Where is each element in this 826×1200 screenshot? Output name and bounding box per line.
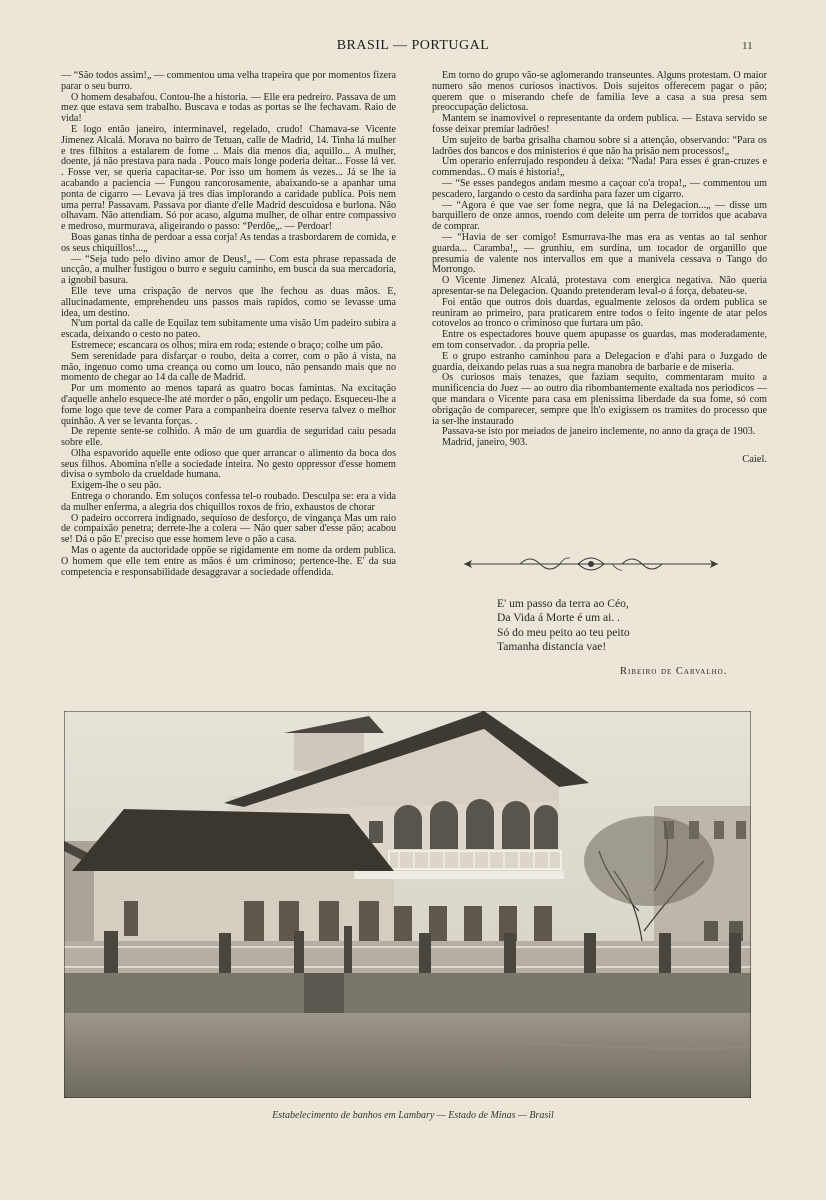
dateline: Madrid, janeiro, 903.	[442, 437, 528, 449]
paragraph: Um operario enferrujado respondeu á deixa: “Nada! Para esses é gran-cruzes e commendas.. O mais é historia!„	[432, 156, 767, 179]
paragraph: Em torno do grupo vão-se aglomerando transeuntes. Alguns protestam. O maior numero são menos curiosos inactivos. Dois sujeitos offerecem pagar o pão; querem que o miserando chefe de familia leve a casa a sua presa sem preoccupação delictosa.	[432, 70, 767, 114]
paragraph: Elle teve uma crispação de nervos que lhe fechou as duas mãos. E, allucinadamente, emprehendeu uns passos mais rapidos, como se levasse uma idea, um destino.	[61, 285, 396, 319]
paragraph: E o grupo estranho caminhou para a Delegacion e d'ahi para o Juzgado de guardia, deixando pelas ruas a sua negra manobra de barbarie e de miseria.	[432, 350, 767, 373]
paragraph: O padeiro occorrera indignado, sequioso de desforço, de vingança Mas um raio de compaixão penetra; derrete-lhe a colera — Não quer saber d'esse pão; acabou se! Dá o pão E' preciso que esse homem leve o pão a casa.	[61, 512, 396, 546]
right-text-column	[432, 71, 767, 466]
paragraph: Boas ganas tinha de perdoar a essa corja! As tendas a trasbordarem de comida, e os seus chiquillos!...„	[61, 231, 396, 254]
photo-caption: Estabelecimento de banhos em Lambary — Estado de Minas — Brasil	[272, 1110, 554, 1121]
paragraph: O homem desabafou. Contou-lhe a historia. — Elle era pedreiro. Passava de um mez que estava sem trabalho. Buscava e todas as portas se lhe fechavam. Raio de vida!	[61, 91, 396, 125]
ornamental-divider	[460, 552, 722, 576]
paragraph: Entrega o chorando. Em soluços confessa tel-o roubado. Desculpa se: era a vida da mulher enferma, a alegria dos chiquillos roxos de frio, exhaustos de chorar	[61, 491, 396, 513]
poem	[497, 597, 630, 655]
paragraph: Exigem-lhe o seu pão.	[71, 480, 162, 492]
paragraph: Mantem se inamovivel o representante da ordem publica. — Estava servido se fosse deixar premiar ladrões!	[432, 113, 767, 135]
paragraph: Passava-se isto por meiados de janeiro inclemente, no anno da graça de 1903.	[442, 426, 756, 438]
poem-line: E' um passo da terra ao Céo,	[497, 597, 629, 610]
paragraph: Sem serenidade para disfarçar o roubo, deita a correr, com o pão á vista, na mão, ingenuo como uma creança ou como um louco, não pensando mais que no momento de chegar ao 14 da calle de Madrid.	[61, 350, 396, 384]
paragraph: — “Agora é que vae ser fome negra, que lá na Delegacion...„ — disse um barquillero de onze annos, roendo com deleite um perra de torridos que acabava de comprar.	[432, 199, 767, 233]
paragraph: O Vicente Jimenez Alcalá, protestava com energica negativa. Não queria apresentar-se na Delegacion. Quando pretenderam leval-o á força, debateu-se.	[432, 275, 767, 297]
poem-line: Tamanha distancia vae!	[497, 640, 607, 654]
paragraph: Estremece; escancara os olhos; mira em roda; estende o braço; colhe um pão.	[71, 339, 383, 351]
author-signature: Caiel.	[742, 453, 767, 465]
bathhouse-photograph	[64, 711, 751, 1098]
paragraph: Foi então que outros dois duardas, egualmente zelosos da ordem publica se reuniram ao primeiro, para praticarem entre todos o feito ingente de atar pelos cotovelos ao tronco o criminoso que furtara um pão.	[432, 296, 767, 330]
paragraph: Olha espavorido aquelle ente odioso que quer arrancar o alimento da boca dos seus filhos. Abomina n'elle a sociedade inteira. No gesto oppressor d'esse homem divisa o symbolo da crueldade humana.	[61, 447, 396, 481]
paragraph: — “São todos assim!„ — commentou uma velha trapeira que por momentos fizera parar o seu burro.	[61, 70, 396, 92]
page-number: 11	[742, 40, 753, 52]
poem-line: Da Vida á Morte é um ai. .	[497, 611, 621, 625]
paragraph: Mas o agente da auctoridade oppõe se rigidamente em nome da ordem publica. O homem que elle tem entre as mãos é um criminoso; pertence-lhe. E' da sua competencia e responsabilidade desaggravar a sociedade offendida.	[61, 545, 396, 578]
running-title: BRASIL — PORTUGAL	[336, 38, 490, 53]
paragraph: Um sujeito de barba grisalha chamou sobre si a attenção, observando: “Para os ladrões dos bancos e dos ministerios é que não ha prisão nem processos!„	[432, 134, 767, 157]
paragraph: E logo então janeiro, interminavel, regelado, crudo! Chamava-se Vicente Jimenez Alcalá. Morava no bairro de Tetuan, calle de Madrid, 14. Tinha lá mulher e tres filhitos a estalarem de fome .. Mais dia menos dia, aquillo... A mulher, doente, já não prestava para nada . Pouco mais longe poderia deitar... Fosse lá ver. . Fosse ver, se queria capacitar-se. Por isso um homem ás vezes... Já se lhe ia acabando a paciencia — Fungou rancorosamente, abaixando-se a apanhar uma ponta de cigarro — Levava já tres dias implorando a caridade publica. Pois nem uma perra! Passavam. Passava por diante d'elle Madrid descuidosa e burlona. Não olhavam. Não attendiam. Só por acaso, alguma mulher, de olhar entre compassivo e medroso, murmurava, aligeirando o passo: “Perdôe„. — Perdoar!	[61, 123, 396, 233]
paragraph: N'um portal da calle de Equilaz tem subitamente uma visão Um padeiro subira a escada, deixando o cesto no pateo.	[61, 318, 396, 341]
paragraph: — “Havia de ser comigo! Esmurrava-lhe mas era as ventas ao tal senhor guarda... Caramba!„ — grunhiu, em surdina, um tocador de organillo que presumia de valente nos intervallos em que a manivela cessava o Tango do Morrongo.	[432, 231, 767, 276]
paragraph: — “Seja tudo pelo divino amor de Deus!„ — Com esta phrase repassada de uncção, a mulher fustigou o burro e seguiu caminho, em busca da sua mercadoria, a ignobil basura.	[61, 253, 396, 287]
paragraph: Por um momento ao menos tapará as quatro bocas famintas. Na excitação d'aquelle anhelo esquece-lhe até morder o pão, engolir um pedaço. Esqueceu-lhe a fome logo que teve de comer Para a companheira doente reserva talvez o melhor quinhão. A ver se levanta forças. .	[61, 383, 396, 427]
poem-author: Ribeiro de Carvalho.	[620, 666, 728, 677]
paragraph: Entre os espectadores houve quem apupasse os guardas, mas moderadamente, em tom conservador. . da propria pelle.	[432, 329, 767, 351]
paragraph: De repente sente-se colhido. A mão de um guardia de seguridad caiu pesada sobre elle.	[61, 426, 396, 449]
paragraph: Os curiosos mais tenazes, que faziam sequito, commentaram muito a munificencia do Juez — ao outro dia ribombantemente exaltada nos periodicos — que mandara o Vicente para casa em plenissima liberdade da sua fome, só com obrigação de comparecer, sempre que lh'o exigissem os tramites do processo que ia ser-lhe instaurado	[432, 372, 767, 427]
poem-line: Só do meu peito ao teu peito	[497, 625, 630, 639]
paragraph: — “Se esses pandegos andam mesmo a caçoar co'a tropa!„ — commentou um pescadero, largando o cesto da sardinha para fazer um cigarro.	[432, 177, 767, 200]
left-text-column	[61, 71, 396, 578]
